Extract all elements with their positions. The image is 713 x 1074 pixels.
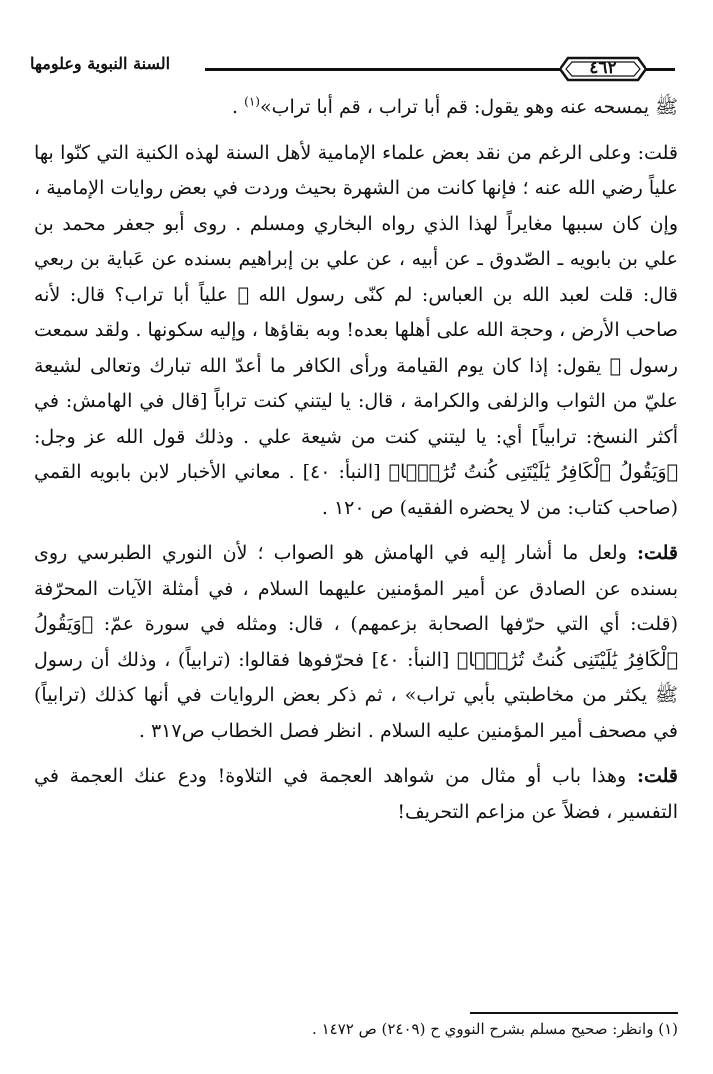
paragraph-1-text: ﷺ يمسحه عنه وهو يقول: قم أبا تراب ، قم أبا تراب» [259, 96, 678, 118]
header-rule-left [205, 68, 560, 71]
paragraph-4-lead: قلت: [636, 765, 678, 787]
page-header [0, 46, 713, 86]
footnote: (١) وانظر: صحيح مسلم بشرح النووي ح (٢٤٠٩) ص ١٤٧٢ . [312, 1020, 678, 1038]
footnote-marker: (١) [244, 94, 260, 109]
paragraph-4 [34, 759, 678, 830]
running-title: السنة النبوية وعلومها [30, 54, 171, 73]
paragraph-1 [34, 90, 678, 126]
main-text [34, 90, 678, 830]
header-rule-right [645, 68, 675, 71]
paragraph-2: قلت: وعلى الرغم من نقد بعض علماء الإمامية لأهل السنة لهذه الكنية التي كنّوا بها علياً رضي الله عنه ؛ فإنها كانت من الشهرة بحيث وردت في بعض روايات الإمامية ، وإن كان سببها مغايراً لهذا الذي رواه البخاري ومسلم . روى أبو جعفر محمد بن علي بن بابويه ـ الصّدوق ـ عن أبيه ، عن علي بن إبراهيم بسنده عن عَباية بن ربعي قال: قلت لعبد الله بن العباس: لم كنّى رسول الله ﷺ علياً أبا تراب؟ قال: لأنه صاحب الأرض ، وحجة الله على أهلها بعده! وبه بقاؤها ، وإليه سكونها . ولقد سمعت رسول ﷺ يقول: إذا كان يوم القيامة ورأى الكافر ما أعدّ الله تبارك وتعالى لشيعة عليّ من الثواب والزلفى والكرامة ، قال: يا ليتني كنت تراباً [قال في الهامش: في أكثر النسخ: ترابياً] أي: يا ليتني كنت من شيعة علي . وذلك قول الله عز وجل: ﴿وَيَقُولُ ٱلْكَافِرُ يَٰلَيْتَنِى كُنتُ تُرَٰبًۢا﴾ [النبأ: ٤٠] . معاني الأخبار لابن بابويه القمي (صاحب كتاب: من لا يحضره الفقيه) ص ١٢٠ . [34, 141, 678, 519]
paragraph-3 [34, 536, 678, 749]
footnote-divider [470, 1012, 678, 1014]
paragraph-3-text: ولعل ما أشار إليه في الهامش هو الصواب ؛ لأن النوري الطبرسي روى بسنده عن الصادق عن أمير المؤمنين عليهما السلام ، في أمثلة الآيات المحرّفة (قلت: أي التي حرّفها الصحابة بزعمهم) ، قال: ومثله في سورة عمّ: ﴿وَيَقُولُ ٱلْكَافِرُ يَٰلَيْتَنِى كُنتُ تُرَٰبًۢا﴾ [النبأ: ٤٠] فحرّفوها فقالوا: (ترابياً) ، وذلك أن رسول ﷺ يكثر من مخاطبتي بأبي تراب» ، ثم ذكر بعض الروايات في أنها كذلك (ترابياً) في مصحف أمير المؤمنين عليه السلام . انظر فصل الخطاب ص٣١٧ . [34, 542, 678, 742]
paragraph-1-tail: . [232, 96, 245, 118]
page-number: ٤٦٢ [589, 58, 617, 78]
paragraph-4-text: وهذا باب أو مثال من شواهد العجمة في التلاوة! ودع عنك العجمة في التفسير ، فضلاً عن مزاعم التحريف! [34, 765, 678, 823]
paragraph-3-lead: قلت: [636, 542, 678, 564]
